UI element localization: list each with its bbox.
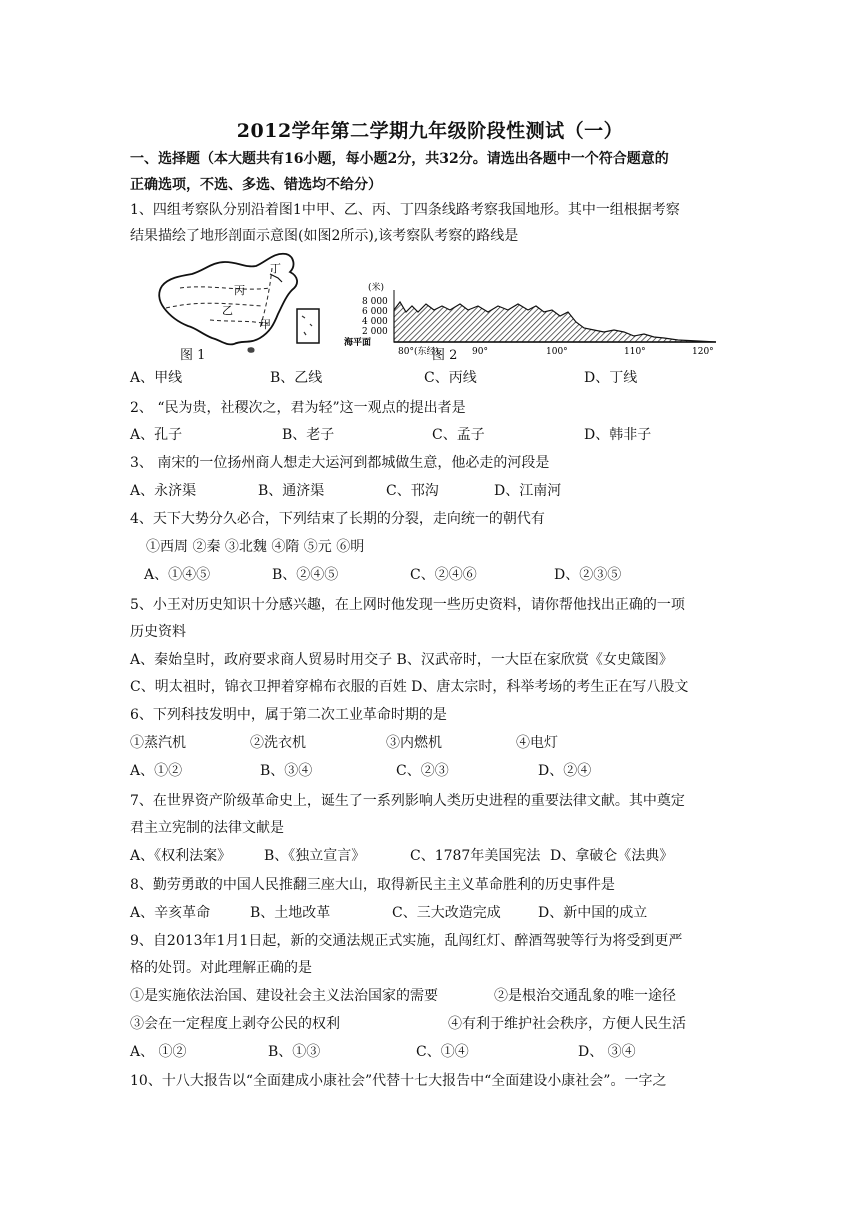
- page-title: 2012学年第二学期九年级阶段性测试（一）: [236, 120, 624, 142]
- q7-option-a: A、《权利法案》: [130, 848, 232, 864]
- q3-option-d: D、江南河: [494, 483, 562, 499]
- q8-option-b: B、土地改革: [250, 905, 331, 921]
- q7-stem-line1: 7、在世界资产阶级革命史上，诞生了一系列影响人类历史进程的重要法律文献。其中奠定: [130, 793, 685, 809]
- q6-stem: 6、下列科技发明中，属于第二次工业革命时期的是: [130, 707, 447, 723]
- y-tick-4000: 4 000: [362, 317, 388, 327]
- q6-item-4: ④电灯: [516, 735, 558, 751]
- q4-items: ①西周 ②秦 ③北魏 ④隋 ⑤元 ⑥明: [146, 539, 365, 555]
- figure1-caption: 图 1: [180, 348, 206, 363]
- q7-option-b: B、《独立宣言》: [264, 848, 366, 864]
- q2-option-a: A、孔子: [130, 427, 183, 443]
- x-tick-120: 120°: [692, 347, 714, 357]
- q9-option-b: B、①③: [268, 1044, 321, 1060]
- q6-option-a: A、①②: [130, 763, 183, 779]
- q8-option-d: D、新中国的成立: [538, 905, 648, 921]
- q3-stem: 3、 南宋的一位扬州商人想走大运河到都城做生意，他必走的河段是: [130, 455, 550, 471]
- q6-item-2: ②洗衣机: [250, 735, 306, 751]
- inset-islands: [302, 316, 312, 335]
- q4-stem: 4、天下大势分久必合，下列结束了长期的分裂，走向统一的朝代有: [130, 511, 545, 527]
- q9-stem-line1: 9、自2013年1月1日起，新的交通法规正式实施，乱闯红灯、醉酒驾驶等行为将受到更严: [130, 933, 683, 949]
- q1-stem-line1: 1、四组考察队分别沿着图1中甲、乙、丙、丁四条线路考察我国地形。其中一组根据考察: [130, 202, 680, 218]
- q3-option-b: B、通济渠: [258, 483, 325, 499]
- q6-item-3: ③内燃机: [386, 735, 442, 751]
- q2-option-d: D、韩非子: [584, 427, 652, 443]
- q1-stem-line2: 结果描绘了地形剖面示意图(如图2所示),该考察队考察的路线是: [130, 228, 519, 244]
- q4-option-b: B、②④⑤: [272, 567, 339, 583]
- q1-option-c: C、丙线: [424, 370, 477, 386]
- q7-option-c: C、1787年美国宪法: [410, 848, 541, 864]
- x-tick-90: 90°: [472, 347, 488, 357]
- section-header-line1: 一、选择题（本大题共有16小题，每小题2分，共32分。请选出各题中一个符合题意的: [130, 151, 669, 167]
- q5-stem-line2: 历史资料: [130, 624, 186, 640]
- label-jia: 甲: [260, 318, 271, 331]
- q9-item-2: ②是根治交通乱象的唯一途径: [494, 988, 676, 1004]
- x-tick-110: 110°: [624, 347, 646, 357]
- label-bing: 丙: [234, 284, 245, 297]
- q7-option-d: D、拿破仑《法典》: [550, 848, 674, 864]
- y-tick-2000: 2 000: [362, 327, 388, 337]
- q4-option-c: C、②④⑥: [410, 567, 477, 583]
- peninsula-outline: [270, 274, 282, 282]
- q8-stem: 8、勤劳勇敢的中国人民推翻三座大山，取得新民主主义革命胜利的历史事件是: [130, 877, 615, 893]
- hainan-island: [247, 347, 254, 353]
- q9-item-4: ④有利于维护社会秩序，方便人民生活: [448, 1016, 686, 1032]
- q9-option-c: C、①④: [416, 1044, 469, 1060]
- q4-option-a: A、①④⑤: [144, 567, 211, 583]
- q10-stem-line1: 10、十八大报告以“全面建成小康社会”代替十七大报告中“全面建设小康社会”。一字之: [130, 1073, 667, 1089]
- section-header-line2: 正确选项，不选、多选、错选均不给分）: [130, 177, 382, 193]
- y-unit-label: (米): [368, 283, 385, 293]
- q1-option-d: D、丁线: [584, 370, 638, 386]
- sea-level-label: 海平面: [344, 338, 372, 348]
- x-tick-100: 100°: [546, 347, 568, 357]
- route-yi-line: [166, 303, 262, 308]
- figure2-terrain-profile: [338, 282, 720, 360]
- q9-item-1: ①是实施依法治国、建设社会主义法治国家的需要: [130, 988, 438, 1004]
- q9-stem-line2: 格的处罚。对此理解正确的是: [130, 960, 312, 976]
- q9-item-3: ③会在一定程度上剥夺公民的权利: [130, 1016, 340, 1032]
- q3-option-c: C、邗沟: [386, 483, 439, 499]
- q5-options-ab: A、秦始皇时，政府要求商人贸易时用交子 B、汉武帝时，一大臣在家欣赏《女史箴图》: [130, 652, 673, 668]
- q9-option-a: A、 ①②: [130, 1044, 187, 1060]
- figure2-caption: 图 2: [432, 348, 458, 363]
- terrain-profile-shape: [394, 302, 716, 342]
- q6-option-b: B、③④: [260, 763, 313, 779]
- y-tick-8000: 8 000: [362, 297, 388, 307]
- q8-option-c: C、三大改造完成: [392, 905, 501, 921]
- q2-option-c: C、孟子: [432, 427, 485, 443]
- q6-option-c: C、②③: [396, 763, 449, 779]
- q5-stem-line1: 5、小王对历史知识十分感兴趣，在上网时他发现一些历史资料，请你帮他找出正确的一项: [130, 597, 685, 613]
- q2-stem: 2、 “民为贵，社稷次之，君为轻”这一观点的提出者是: [130, 400, 466, 416]
- route-bing-line: [180, 287, 270, 289]
- inset-frame: [297, 309, 319, 343]
- q1-option-b: B、乙线: [270, 370, 323, 386]
- q2-option-b: B、老子: [282, 427, 335, 443]
- q1-option-a: A、甲线: [130, 370, 183, 386]
- south-china-sea-inset: [296, 308, 322, 346]
- q5-options-cd: C、明太祖时，锦衣卫押着穿棉布衣服的百姓 D、唐太宗时，科举考场的考生正在写八股文: [130, 679, 689, 695]
- label-ding: 丁: [270, 262, 281, 275]
- q8-option-a: A、辛亥革命: [130, 905, 211, 921]
- q3-option-a: A、永济渠: [130, 483, 197, 499]
- x-tick-80: 80°(东经): [398, 347, 439, 357]
- y-tick-6000: 6 000: [362, 307, 388, 317]
- q9-option-d: D、 ③④: [578, 1044, 636, 1060]
- q4-option-d: D、②③⑤: [554, 567, 622, 583]
- q6-option-d: D、②④: [538, 763, 592, 779]
- label-yi: 乙: [222, 304, 233, 317]
- q6-item-1: ①蒸汽机: [130, 735, 186, 751]
- q7-stem-line2: 君主立宪制的法律文献是: [130, 820, 284, 836]
